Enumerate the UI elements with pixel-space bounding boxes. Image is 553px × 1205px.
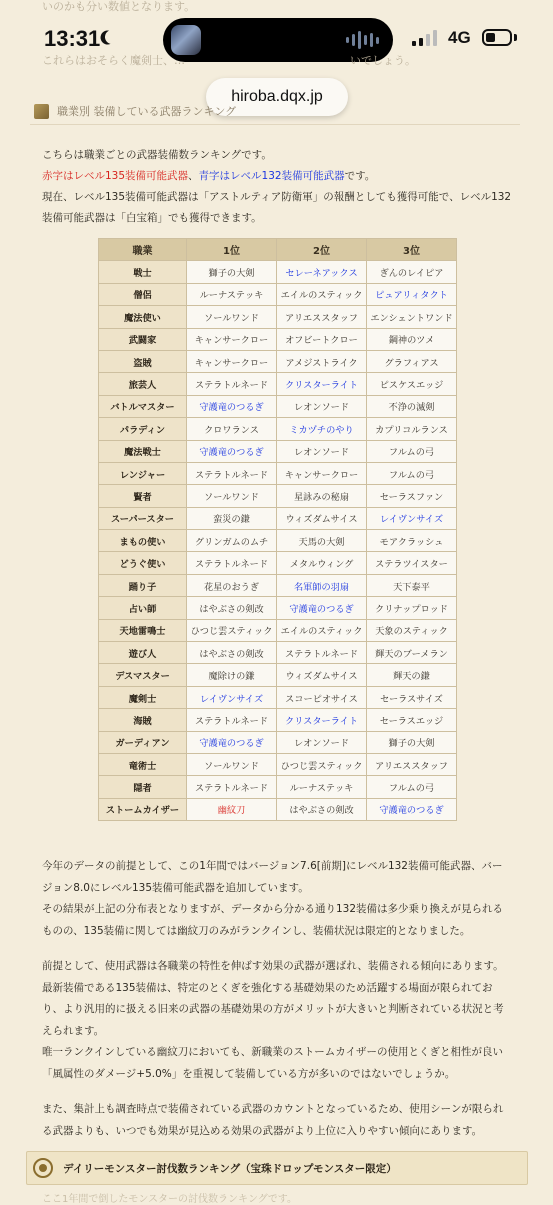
- weapon-rank-1: ステラトルネード: [187, 776, 277, 798]
- weapon-rank-2: ルーナステッキ: [277, 776, 367, 798]
- weapon-rank-3: ぎんのレイピア: [367, 261, 457, 283]
- weapon-rank-3: 守護竜のつるぎ: [367, 798, 457, 820]
- weapon-rank-2: 名軍師の羽扇: [277, 574, 367, 596]
- job-name: 天地雷鳴士: [99, 619, 187, 641]
- analysis-p2: 前提として、使用武器は各職業の特性を伸ばす効果の武器が選ばれ、装備される傾向にあります。: [42, 960, 504, 972]
- legend-end: です。: [344, 170, 376, 182]
- weapon-rank-2: 星詠みの秘扇: [277, 485, 367, 507]
- weapon-rank-1: ルーナステッキ: [187, 283, 277, 305]
- table-row: [99, 395, 457, 417]
- weapon-rank-2: セレーネアックス: [277, 261, 367, 283]
- table-row: [99, 350, 457, 372]
- weapon-rank-1: 守護竜のつるぎ: [187, 395, 277, 417]
- analysis-p2b: 最新装備である135装備は、特定のとくぎを強化する基礎効果のため活躍する場面が限られており、より汎用的に扱える旧来の武器の基礎効果の方がメリットが大きいと判断されている状況と考えられます。: [42, 981, 504, 1037]
- job-name: 魔剣士: [99, 686, 187, 708]
- table-row: [99, 507, 457, 529]
- job-name: 盗賊: [99, 350, 187, 372]
- weapon-rank-3: ピュアリィタクト: [367, 283, 457, 305]
- weapon-rank-1: グリンガムのムチ: [187, 530, 277, 552]
- section-title: 職業別 装備している武器ランキング: [57, 105, 237, 118]
- weapon-rank-3: セーラスファン: [367, 485, 457, 507]
- faded-next-text: ここ1年間で倒したモンスターの討伐数ランキングです。: [42, 1194, 297, 1205]
- battery-tip-icon: [514, 34, 517, 41]
- weapon-rank-2: エイルのスティック: [277, 283, 367, 305]
- weapon-rank-2: 守護竜のつるぎ: [277, 597, 367, 619]
- job-name: ガーディアン: [99, 731, 187, 753]
- weapon-rank-2: クリスターライト: [277, 373, 367, 395]
- weapon-rank-2: アメジストライク: [277, 350, 367, 372]
- job-name: 魔法使い: [99, 306, 187, 328]
- job-name: デスマスター: [99, 664, 187, 686]
- url-bar[interactable]: hiroba.dqx.jp: [206, 78, 348, 116]
- compass-emblem-icon: [33, 1158, 53, 1178]
- job-name: 旅芸人: [99, 373, 187, 395]
- table-row: [99, 552, 457, 574]
- weapon-rank-3: ステラツイスター: [367, 552, 457, 574]
- moon-icon: [103, 28, 121, 46]
- weapon-rank-3: フルムの弓: [367, 776, 457, 798]
- job-name: 遊び人: [99, 642, 187, 664]
- weapon-ranking-table: [98, 238, 457, 821]
- weapon-rank-1: ステラトルネード: [187, 552, 277, 574]
- header-job: 職業: [99, 239, 187, 261]
- job-name: 武闘家: [99, 328, 187, 350]
- weapon-rank-1: ソールワンド: [187, 753, 277, 775]
- weapon-rank-1: ステラトルネード: [187, 709, 277, 731]
- job-name: どうぐ使い: [99, 552, 187, 574]
- weapon-rank-2: エイルのスティック: [277, 619, 367, 641]
- table-row: [99, 642, 457, 664]
- table-row: [99, 574, 457, 596]
- job-name: 竜術士: [99, 753, 187, 775]
- weapon-rank-3: 天象のスティック: [367, 619, 457, 641]
- table-row: [99, 776, 457, 798]
- weapon-rank-2: レオンソード: [277, 395, 367, 417]
- section-divider: [30, 124, 520, 125]
- job-name: 戦士: [99, 261, 187, 283]
- daily-ranking-header: [26, 1151, 528, 1185]
- daily-ranking-title: デイリーモンスター討伐数ランキング（宝珠ドロップモンスター限定）: [63, 1162, 397, 1175]
- section-emblem-icon: [34, 104, 49, 119]
- weapon-rank-1: クロワランス: [187, 418, 277, 440]
- job-name: 魔法戦士: [99, 440, 187, 462]
- weapon-rank-3: カプリコルランス: [367, 418, 457, 440]
- header-rank-3: 3位: [367, 239, 457, 261]
- weapon-rank-1: キャンサークロー: [187, 328, 277, 350]
- job-name: スーパースター: [99, 507, 187, 529]
- weapon-rank-3: ピスケスエッジ: [367, 373, 457, 395]
- weapon-rank-2: 天馬の大剣: [277, 530, 367, 552]
- weapon-rank-3: 鋼神のツメ: [367, 328, 457, 350]
- weapon-rank-2: アリエススタッフ: [277, 306, 367, 328]
- red-legend: 赤字はレベル135装備可能武器: [42, 170, 189, 182]
- intro-line-3: 現在、レベル135装備可能武器は「アストルティア防衛軍」の報酬としても獲得可能で、レベル132装備可能武器は「白宝箱」でも獲得できます。: [42, 191, 512, 224]
- weapon-rank-1: 魔除けの鎌: [187, 664, 277, 686]
- job-name: パラディン: [99, 418, 187, 440]
- weapon-rank-1: 守護竜のつるぎ: [187, 440, 277, 462]
- job-name: 賢者: [99, 485, 187, 507]
- intro-legend: [42, 166, 512, 187]
- audio-wave-icon: [346, 31, 379, 49]
- weapon-rank-2: レオンソード: [277, 731, 367, 753]
- weapon-rank-1: はやぶさの剣改: [187, 597, 277, 619]
- weapon-rank-3: セーラスエッジ: [367, 709, 457, 731]
- analysis-p1: 今年のデータの前提として、この1年間ではバージョン7.6[前期]にレベル132装備可能武器、バージョン8.0にレベル135装備可能武器を追加しています。: [42, 860, 503, 894]
- job-name: 隠者: [99, 776, 187, 798]
- weapon-rank-2: ステラトルネード: [277, 642, 367, 664]
- cellular-signal-icon: [412, 30, 437, 46]
- weapon-rank-3: モアクラッシュ: [367, 530, 457, 552]
- table-row: [99, 664, 457, 686]
- weapon-rank-3: セーラスサイズ: [367, 686, 457, 708]
- analysis-text: [42, 856, 512, 1156]
- status-time: 13:31: [44, 26, 101, 51]
- weapon-rank-3: 獅子の大剣: [367, 731, 457, 753]
- table-row: [99, 283, 457, 305]
- faded-previous-text: いのかも分い数値となります。: [42, 0, 196, 13]
- weapon-rank-3: フルムの弓: [367, 462, 457, 484]
- weapon-rank-3: クリナップロッド: [367, 597, 457, 619]
- weapon-rank-3: 不浄の滅剣: [367, 395, 457, 417]
- weapon-rank-2: ウィズダムサイス: [277, 507, 367, 529]
- weapon-rank-1: ステラトルネード: [187, 462, 277, 484]
- blue-legend: 青字はレベル132装備可能武器: [198, 170, 345, 182]
- table-row: [99, 418, 457, 440]
- table-row: [99, 753, 457, 775]
- table-row: [99, 440, 457, 462]
- weapon-rank-2: クリスターライト: [277, 709, 367, 731]
- job-name: まもの使い: [99, 530, 187, 552]
- legend-separator: 、: [188, 170, 199, 182]
- header-rank-1: 1位: [187, 239, 277, 261]
- analysis-p1b: その結果が上記の分布表となりますが、データから分かる通り132装備は多少乗り換えが見られるものの、135装備に関しては幽紋刀のみがランクインし、装備状況は限定的となりました。: [42, 903, 504, 937]
- weapon-rank-1: 花星のおうぎ: [187, 574, 277, 596]
- weapon-rank-2: ひつじ雲スティック: [277, 753, 367, 775]
- intro-line-1: こちらは職業ごとの武器装備数ランキングです。: [42, 149, 272, 161]
- weapon-rank-1: レイヴンサイズ: [187, 686, 277, 708]
- table-row: [99, 709, 457, 731]
- weapon-rank-2: スコーピオサイス: [277, 686, 367, 708]
- table-row: [99, 731, 457, 753]
- battery-icon: [482, 29, 512, 46]
- weapon-rank-2: ミカヅチのやり: [277, 418, 367, 440]
- weapon-rank-2: はやぶさの剣改: [277, 798, 367, 820]
- job-name: 踊り子: [99, 574, 187, 596]
- table-row: [99, 485, 457, 507]
- job-name: 海賊: [99, 709, 187, 731]
- table-row: [99, 328, 457, 350]
- table-header-row: [99, 239, 457, 261]
- weapon-rank-2: オフビートクロー: [277, 328, 367, 350]
- weapon-rank-3: アリエススタッフ: [367, 753, 457, 775]
- weapon-rank-1: キャンサークロー: [187, 350, 277, 372]
- weapon-rank-1: ひつじ雲スティック: [187, 619, 277, 641]
- weapon-rank-3: エンシェントワンド: [367, 306, 457, 328]
- job-name: ストームカイザー: [99, 798, 187, 820]
- media-thumbnail: [171, 25, 201, 55]
- job-name: バトルマスター: [99, 395, 187, 417]
- table-row: [99, 798, 457, 820]
- weapon-rank-2: キャンサークロー: [277, 462, 367, 484]
- weapon-rank-3: グラフィアス: [367, 350, 457, 372]
- weapon-rank-1: ステラトルネード: [187, 373, 277, 395]
- weapon-rank-1: ソールワンド: [187, 485, 277, 507]
- job-name: 占い師: [99, 597, 187, 619]
- weapon-rank-1: 獅子の大剣: [187, 261, 277, 283]
- job-name: 僧侶: [99, 283, 187, 305]
- table-row: [99, 373, 457, 395]
- weapon-rank-3: 天下泰平: [367, 574, 457, 596]
- intro-text: [42, 145, 512, 229]
- analysis-paragraph-2: [42, 956, 512, 1085]
- weapon-rank-2: レオンソード: [277, 440, 367, 462]
- table-row: [99, 462, 457, 484]
- weapon-rank-2: メタルウィング: [277, 552, 367, 574]
- weapon-rank-1: 蛮災の鎌: [187, 507, 277, 529]
- weapon-rank-2: ウィズダムサイス: [277, 664, 367, 686]
- table-row: [99, 597, 457, 619]
- weapon-rank-1: ソールワンド: [187, 306, 277, 328]
- section-header: [34, 100, 236, 122]
- table-row: [99, 530, 457, 552]
- analysis-paragraph-3: また、集計上も調査時点で装備されている武器のカウントとなっているため、使用シーンが限られる武器よりも、いつでも効果が見込める効果の武器がより上位に入りやすい傾向にあります。: [42, 1103, 504, 1137]
- weapon-rank-1: 幽紋刀: [187, 798, 277, 820]
- weapon-rank-1: はやぶさの剣改: [187, 642, 277, 664]
- job-name: レンジャー: [99, 462, 187, 484]
- header-rank-2: 2位: [277, 239, 367, 261]
- weapon-rank-3: 輝天の鎌: [367, 664, 457, 686]
- table-row: [99, 306, 457, 328]
- table-body: [99, 261, 457, 821]
- analysis-p2c: 唯一ランクインしている幽紋刀においても、新職業のストームカイザーの使用とくぎと相性が良い「風属性のダメージ+5.0%」を重視して装備している方が多いのではないでしょうか。: [42, 1046, 503, 1080]
- table-row: [99, 619, 457, 641]
- analysis-paragraph-1: [42, 856, 512, 942]
- table-row: [99, 686, 457, 708]
- weapon-rank-3: 輝天のブーメラン: [367, 642, 457, 664]
- faded-behind-text: これらはおそらく魔剣士、… いでしょう。: [42, 54, 416, 67]
- network-type: 4G: [448, 28, 471, 47]
- weapon-rank-1: 守護竜のつるぎ: [187, 731, 277, 753]
- table-row: [99, 261, 457, 283]
- weapon-rank-3: レイヴンサイズ: [367, 507, 457, 529]
- weapon-rank-3: フルムの弓: [367, 440, 457, 462]
